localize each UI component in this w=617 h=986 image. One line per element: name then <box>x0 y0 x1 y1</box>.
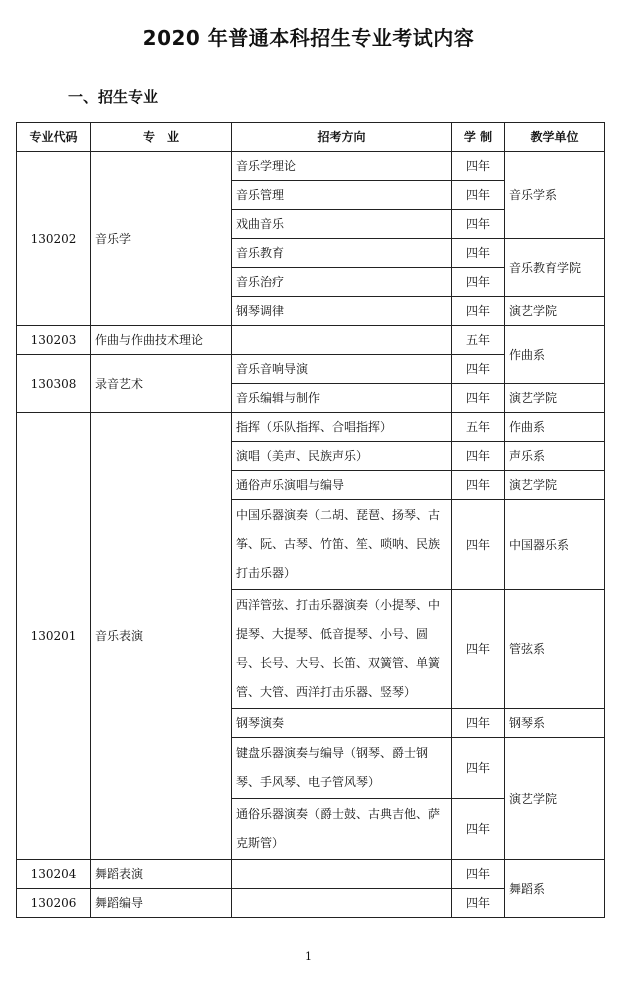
major-name: 舞蹈编导 <box>91 889 232 918</box>
table-row <box>17 860 605 889</box>
teaching-unit: 演艺学院 <box>505 384 605 413</box>
major-code: 130202 <box>17 152 91 326</box>
direction: 音乐编辑与制作 <box>232 384 452 413</box>
teaching-unit: 作曲系 <box>505 413 605 442</box>
teaching-unit: 演艺学院 <box>505 297 605 326</box>
table-row <box>17 152 605 181</box>
major-name: 音乐表演 <box>91 413 232 860</box>
header-major: 专 业 <box>91 123 232 152</box>
teaching-unit: 音乐学系 <box>505 152 605 239</box>
teaching-unit: 钢琴系 <box>505 709 605 738</box>
direction: 指挥（乐队指挥、合唱指挥） <box>232 413 452 442</box>
duration: 五年 <box>452 326 505 355</box>
document-title: 2020 年普通本科招生专业考试内容 <box>142 26 475 50</box>
direction <box>232 326 452 355</box>
direction: 中国乐器演奏（二胡、琵琶、扬琴、古筝、阮、古琴、竹笛、笙、唢呐、民族打击乐器） <box>232 500 452 590</box>
duration: 四年 <box>452 355 505 384</box>
teaching-unit: 管弦系 <box>505 590 605 709</box>
teaching-unit: 演艺学院 <box>505 738 605 860</box>
table-row <box>17 326 605 355</box>
direction: 钢琴调律 <box>232 297 452 326</box>
direction: 键盘乐器演奏与编导（钢琴、爵士钢琴、手风琴、电子管风琴） <box>232 738 452 799</box>
duration: 四年 <box>452 860 505 889</box>
major-name: 音乐学 <box>91 152 232 326</box>
header-unit: 教学单位 <box>505 123 605 152</box>
major-name: 作曲与作曲技术理论 <box>91 326 232 355</box>
duration: 四年 <box>452 799 505 860</box>
duration: 四年 <box>452 181 505 210</box>
direction: 音乐教育 <box>232 239 452 268</box>
majors-table <box>16 122 605 918</box>
direction: 音乐音响导演 <box>232 355 452 384</box>
header-code: 专业代码 <box>17 123 91 152</box>
duration: 四年 <box>452 889 505 918</box>
duration: 四年 <box>452 384 505 413</box>
duration: 四年 <box>452 709 505 738</box>
header-duration: 学 制 <box>452 123 505 152</box>
major-name: 录音艺术 <box>91 355 232 413</box>
teaching-unit: 舞蹈系 <box>505 860 605 918</box>
direction: 音乐治疗 <box>232 268 452 297</box>
major-code: 130201 <box>17 413 91 860</box>
table-header-row <box>17 123 605 152</box>
direction: 演唱（美声、民族声乐） <box>232 442 452 471</box>
duration: 四年 <box>452 239 505 268</box>
duration: 四年 <box>452 590 505 709</box>
direction: 戏曲音乐 <box>232 210 452 239</box>
direction: 西洋管弦、打击乐器演奏（小提琴、中提琴、大提琴、低音提琴、小号、圆号、长号、大号、长笛、双簧管、单簧管、大管、西洋打击乐器、竖琴） <box>232 590 452 709</box>
major-code: 130206 <box>17 889 91 918</box>
duration: 四年 <box>452 500 505 590</box>
duration: 四年 <box>452 442 505 471</box>
teaching-unit: 演艺学院 <box>505 471 605 500</box>
direction <box>232 889 452 918</box>
duration: 四年 <box>452 268 505 297</box>
major-name: 舞蹈表演 <box>91 860 232 889</box>
section-heading: 一、招生专业 <box>68 88 159 106</box>
teaching-unit: 声乐系 <box>505 442 605 471</box>
major-code: 130203 <box>17 326 91 355</box>
direction: 钢琴演奏 <box>232 709 452 738</box>
page-number: 1 <box>305 950 312 963</box>
direction: 通俗声乐演唱与编导 <box>232 471 452 500</box>
duration: 五年 <box>452 413 505 442</box>
duration: 四年 <box>452 210 505 239</box>
teaching-unit: 中国器乐系 <box>505 500 605 590</box>
table-row <box>17 413 605 442</box>
direction <box>232 860 452 889</box>
direction: 通俗乐器演奏（爵士鼓、古典吉他、萨克斯管） <box>232 799 452 860</box>
major-code: 130308 <box>17 355 91 413</box>
teaching-unit: 音乐教育学院 <box>505 239 605 297</box>
direction: 音乐管理 <box>232 181 452 210</box>
direction: 音乐学理论 <box>232 152 452 181</box>
duration: 四年 <box>452 471 505 500</box>
duration: 四年 <box>452 297 505 326</box>
header-direction: 招考方向 <box>232 123 452 152</box>
duration: 四年 <box>452 152 505 181</box>
duration: 四年 <box>452 738 505 799</box>
teaching-unit: 作曲系 <box>505 326 605 384</box>
major-code: 130204 <box>17 860 91 889</box>
